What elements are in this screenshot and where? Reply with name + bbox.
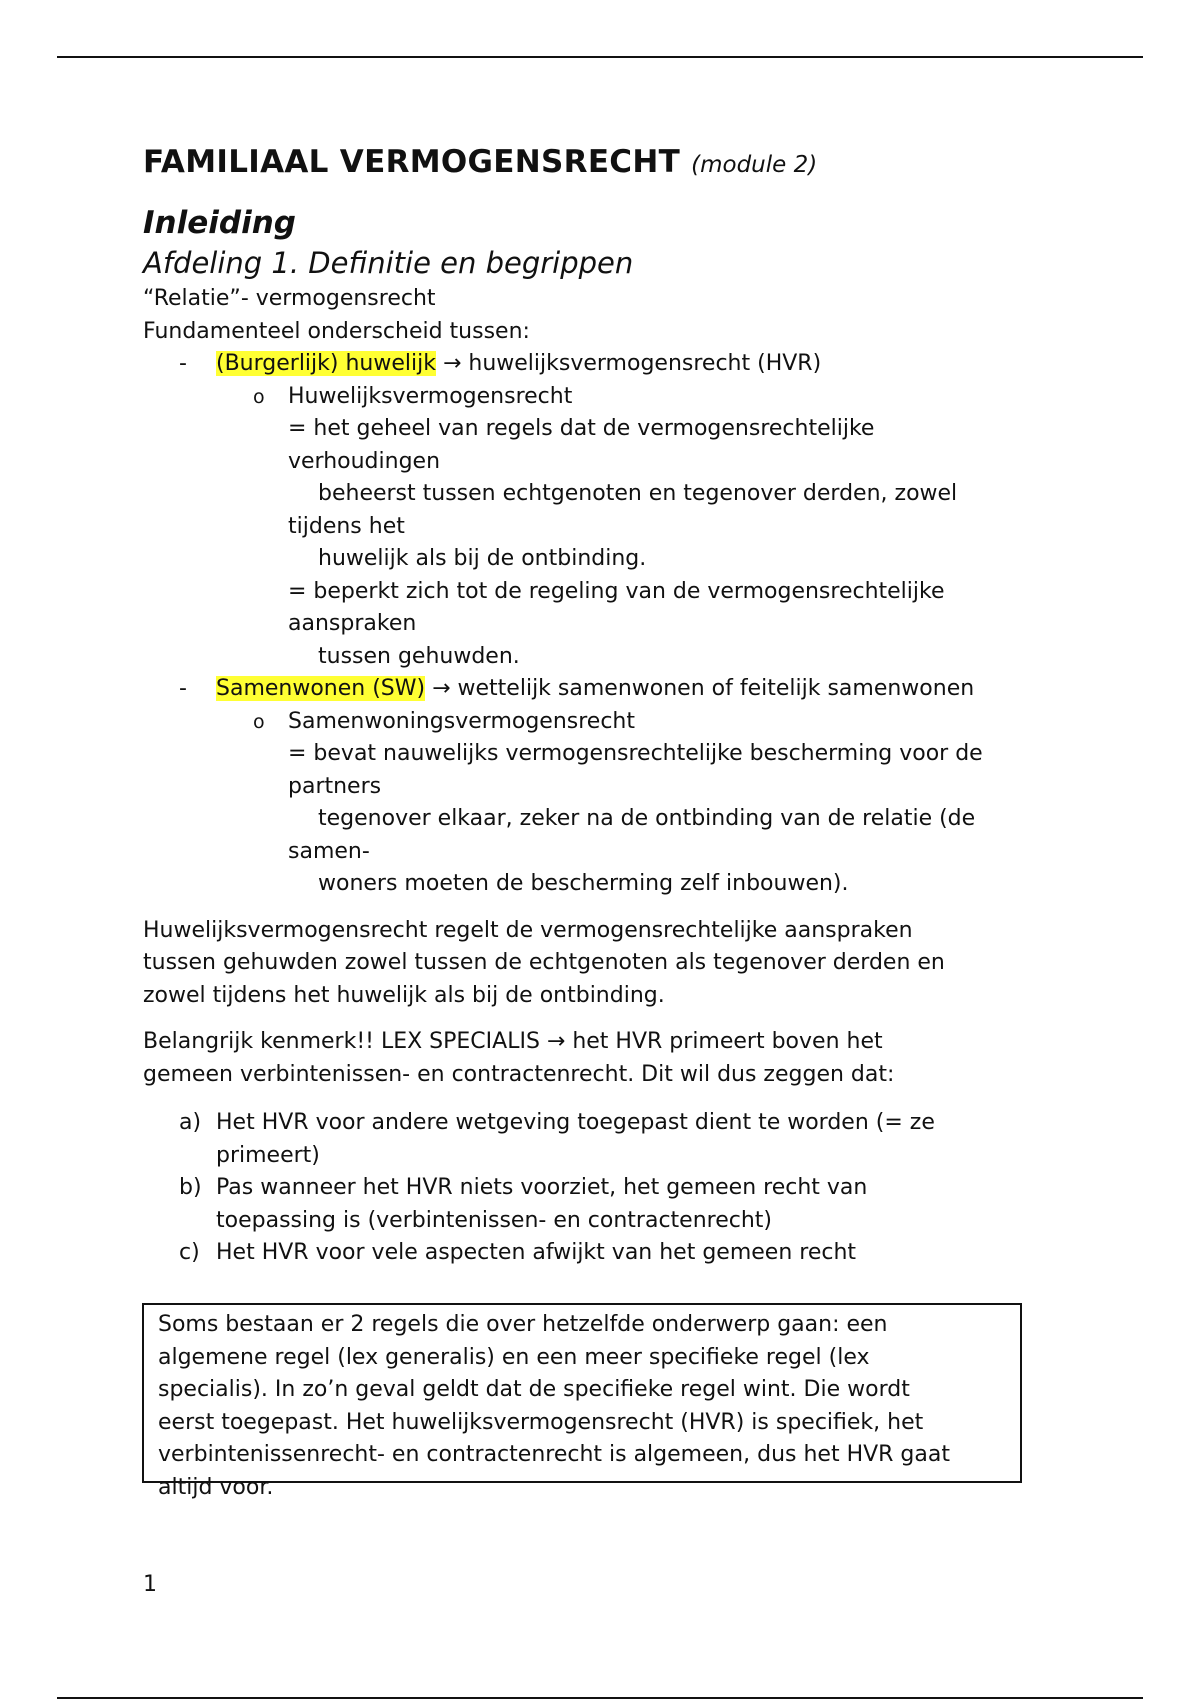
item-text: → wettelijk samenwonen of feitelijk samenwonen: [425, 676, 975, 701]
definition-line: tegenover elkaar, zeker na de ontbinding van de relatie (de: [318, 806, 976, 831]
section-heading: Inleiding: [143, 205, 296, 241]
box-line: Soms bestaan er 2 regels die over hetzelfde onderwerp gaan: een: [158, 1312, 888, 1337]
page-content: [143, 140, 1063, 1270]
footer-rule: [57, 1697, 1143, 1699]
definition-line: = bevat nauwelijks vermogensrechtelijke bescherming voor de: [288, 741, 983, 766]
highlight-samenwonen: Samenwonen (SW): [216, 676, 426, 701]
page-number: 1: [143, 1572, 157, 1597]
box-line: verbintenissenrecht- en contractenrecht is algemeen, dus het HVR gaat: [158, 1442, 950, 1467]
definition-line: samen-: [288, 838, 370, 864]
list-item-b: [143, 1172, 1063, 1205]
list-item-huwelijk: [143, 348, 1063, 381]
list-text: toepassing is (verbintenissen- en contractenrecht): [216, 1207, 772, 1233]
intro-line: Fundamenteel onderscheid tussen:: [143, 318, 530, 344]
circle-bullet: o: [253, 385, 265, 408]
definition-line: = beperkt zich tot de regeling van de vermogensrechtelijke: [288, 578, 945, 604]
item-text: → huwelijksvermogensrecht (HVR): [435, 351, 822, 376]
sub-item-title: Huwelijksvermogensrecht: [288, 383, 573, 409]
paragraph-line: Huwelijksvermogensrecht regelt de vermogensrechtelijke aanspraken: [143, 917, 913, 943]
definition-line: tussen gehuwden.: [318, 643, 520, 669]
dash-bullet: -: [179, 676, 187, 701]
title-module: (module 2): [691, 152, 818, 178]
title-text: FAMILIAAL VERMOGENSRECHT: [143, 144, 681, 180]
list-text: primeert): [216, 1142, 320, 1168]
list-item-a: [143, 1107, 1063, 1140]
list-marker: c): [179, 1240, 200, 1265]
circle-bullet: o: [253, 710, 265, 733]
box-line: altijd voor.: [158, 1474, 274, 1500]
definition-line: tijdens het: [288, 513, 405, 539]
sub-item-sw: [143, 706, 1063, 739]
paragraph-line: zowel tijdens het huwelijk als bij de ontbinding.: [143, 982, 665, 1008]
header-rule: [57, 56, 1143, 58]
intro-line: “Relatie”- vermogensrecht: [143, 286, 436, 311]
definition-line: aanspraken: [288, 611, 417, 636]
list-marker: b): [179, 1175, 202, 1200]
box-line: eerst toegepast. Het huwelijksvermogensrecht (HVR) is specifiek, het: [158, 1409, 924, 1435]
definition-line: = het geheel van regels dat de vermogensrechtelijke: [288, 416, 875, 441]
list-item-c: [143, 1237, 1063, 1270]
paragraph-line: tussen gehuwden zowel tussen de echtgenoten als tegenover derden en: [143, 950, 945, 975]
definition-line: woners moeten de bescherming zelf inbouwen).: [318, 871, 849, 896]
sub-item-title: Samenwoningsvermogensrecht: [288, 708, 636, 734]
sub-item-hvr: [143, 381, 1063, 414]
list-text: Het HVR voor vele aspecten afwijkt van het gemeen recht: [216, 1240, 857, 1265]
paragraph-line: gemeen verbintenissen- en contractenrecht. Dit wil dus zeggen dat:: [143, 1061, 895, 1087]
highlight-huwelijk: (Burgerlijk) huwelijk: [216, 351, 436, 376]
list-text: Pas wanneer het HVR niets voorziet, het gemeen recht van: [216, 1175, 868, 1200]
paragraph-line: Belangrijk kenmerk!! LEX SPECIALIS → het HVR primeert boven het: [143, 1029, 883, 1054]
afdeling-heading: Afdeling 1. Definitie en begrippen: [143, 246, 634, 280]
definition-line: beheerst tussen echtgenoten en tegenover derden, zowel: [318, 481, 958, 506]
document-title: [143, 140, 1063, 187]
list-text: Het HVR voor andere wetgeving toegepast dient te worden (= ze: [216, 1110, 935, 1135]
list-item-samenwonen: [143, 673, 1063, 706]
list-marker: a): [179, 1110, 202, 1135]
definition-line: huwelijk als bij de ontbinding.: [318, 546, 647, 571]
definition-line: partners: [288, 773, 382, 799]
box-line: specialis). In zo’n geval geldt dat de specifieke regel wint. Die wordt: [158, 1377, 910, 1402]
lex-specialis-textbox: [142, 1303, 1022, 1500]
definition-line: verhoudingen: [288, 448, 441, 474]
dash-bullet: -: [179, 351, 187, 376]
box-line: algemene regel (lex generalis) en een meer specifieke regel (lex: [158, 1344, 870, 1370]
